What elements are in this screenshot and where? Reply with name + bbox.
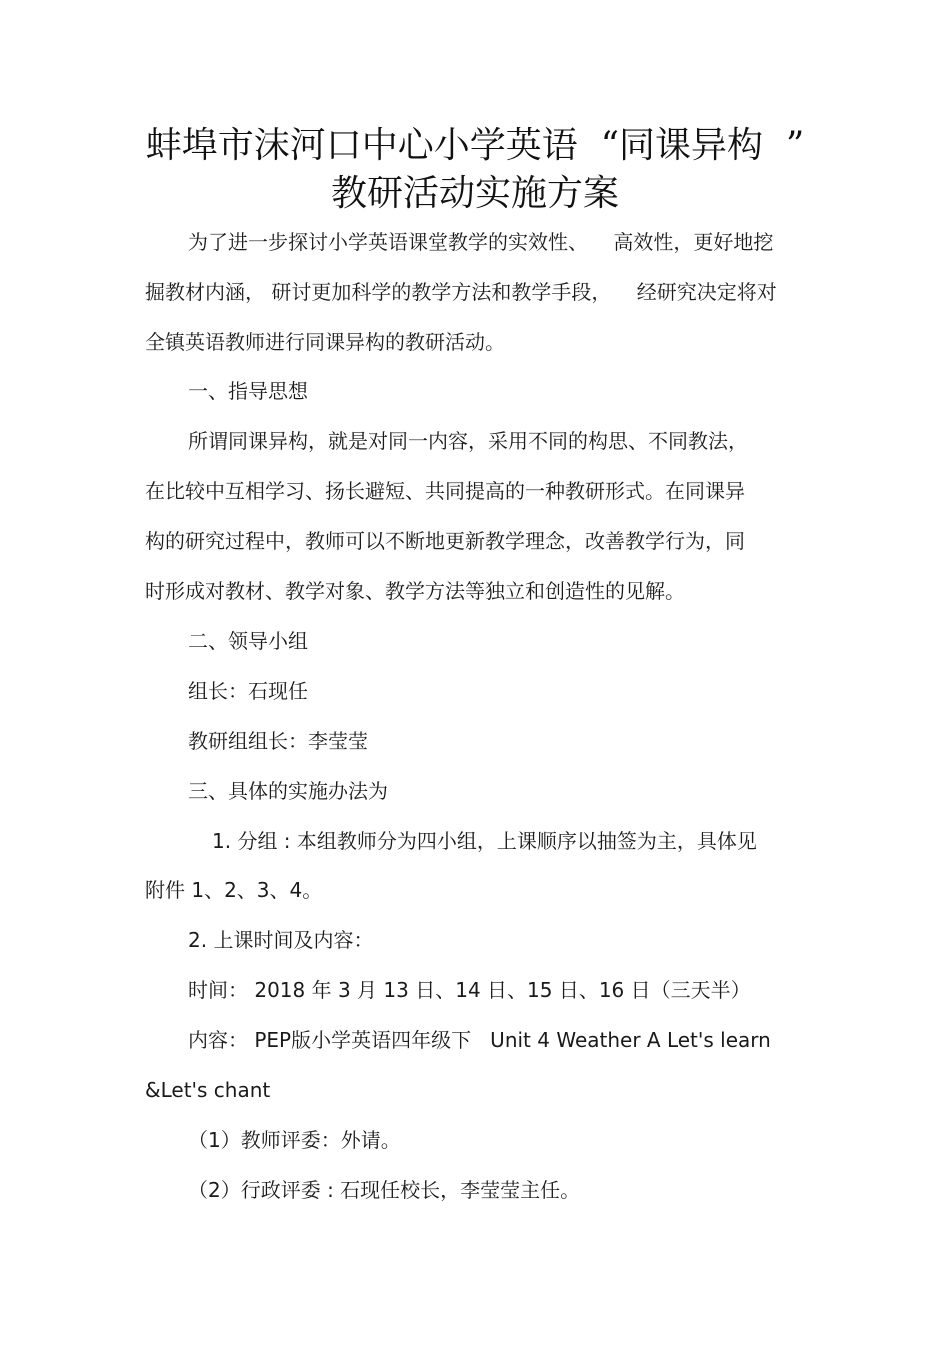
paragraph-line: 所谓同课异构，就是对同一内容，采用不同的构思、不同教法，	[188, 429, 748, 453]
grouping-line: 1. 分组 : 本组教师分为四小组，上课顺序以抽签为主，具体见	[212, 829, 757, 853]
document-title-line-1: 蚌埠市沫河口中心小学英语 “同课异构 ”	[145, 125, 805, 166]
schedule-time: 时间： 2018 年 3 月 13 日、14 日、15 日、16 日（三天半）	[188, 978, 751, 1002]
group-leader-line: 教研组组长：李莹莹	[188, 729, 368, 753]
paragraph-line: 构的研究过程中，教师可以不断地更新教学理念，改善教学行为，同	[145, 529, 745, 553]
leader-line: 组长：石现任	[188, 679, 308, 703]
judges-administration: （2）行政评委 : 石现任校长，李莹莹主任。	[188, 1178, 581, 1202]
paragraph-line: 在比较中互相学习、扬长避短、共同提高的一种教研形式。在同课异	[145, 479, 745, 503]
document-title-line-2: 教研活动实施方案	[330, 173, 619, 214]
section-heading-guiding-idea: 一、指导思想	[188, 379, 308, 403]
intro-line-3: 全镇英语教师进行同课异构的教研活动。	[145, 330, 505, 354]
section-heading-implementation: 三、具体的实施办法为	[188, 779, 388, 803]
judges-teachers: （1）教师评委：外请。	[188, 1128, 401, 1152]
schedule-heading: 2. 上课时间及内容：	[188, 928, 374, 952]
intro-line-2: 掘教材内涵， 研讨更加科学的教学方法和教学手段， 经研究决定将对	[145, 280, 777, 304]
section-heading-leadership: 二、领导小组	[188, 629, 308, 653]
intro-line-1: 为了进一步探讨小学英语课堂教学的实效性、 高效性，更好地挖	[188, 230, 774, 254]
schedule-content-continued: &Let's chant	[145, 1078, 271, 1102]
paragraph-line: 时形成对教材、教学对象、教学方法等独立和创造性的见解。	[145, 579, 685, 603]
grouping-line-continued: 附件 1、2、3、4。	[145, 878, 323, 902]
schedule-content: 内容： PEP版小学英语四年级下 Unit 4 Weather A Let's learn	[188, 1028, 771, 1052]
